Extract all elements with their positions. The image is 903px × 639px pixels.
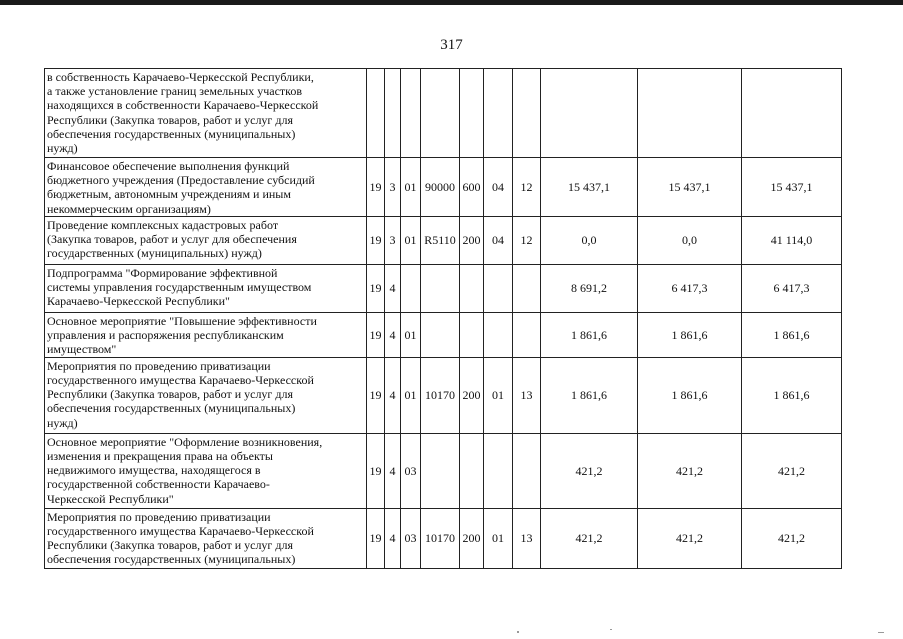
page-top-edge [0, 0, 903, 5]
code-cell: 4 [385, 357, 401, 433]
table-row [45, 216, 842, 264]
table-row [45, 508, 842, 568]
code-cell: 19 [367, 312, 385, 357]
code-cell: 4 [385, 312, 401, 357]
code-cell [421, 433, 460, 508]
row-description-cell: Мероприятия по проведению приватизации государственного имущества Карачаево-Черкесской Республики (Закупка товаров, работ и услуг для обеспечения государственных (муниципальных) [45, 508, 367, 568]
code-cell: 13 [513, 357, 541, 433]
amount-cell: 421,2 [742, 433, 842, 508]
amount-cell: 8 691,2 [541, 264, 638, 312]
scan-speck [878, 632, 884, 633]
row-description-cell: Основное мероприятие "Повышение эффективности управления и распоряжения республиканским имуществом" [45, 312, 367, 357]
code-cell: 200 [460, 357, 484, 433]
code-cell: R5110 [421, 216, 460, 264]
code-cell [460, 264, 484, 312]
amount-cell: 1 861,6 [742, 312, 842, 357]
code-cell [513, 312, 541, 357]
amount-cell: 15 437,1 [541, 158, 638, 217]
code-cell: 200 [460, 508, 484, 568]
amount-cell: 421,2 [638, 433, 742, 508]
code-cell: 01 [401, 312, 421, 357]
amount-cell: 1 861,6 [541, 312, 638, 357]
code-cell: 01 [401, 216, 421, 264]
page-number: 317 [440, 37, 463, 53]
row-description-cell: Мероприятия по проведению приватизации государственного имущества Карачаево-Черкесской Республики (Закупка товаров, работ и услуг для обеспечения государственных (муниципальных) нужд) [45, 357, 367, 433]
table-body [45, 69, 842, 569]
code-cell: 12 [513, 216, 541, 264]
code-cell: 200 [460, 216, 484, 264]
amount-cell: 6 417,3 [742, 264, 842, 312]
row-description-cell: Проведение комплексных кадастровых работ (Закупка товаров, работ и услуг для обеспечения государственных (муниципальных) нужд) [45, 216, 367, 264]
table-row [45, 357, 842, 433]
amount-cell: 1 861,6 [541, 357, 638, 433]
code-cell: 01 [484, 508, 513, 568]
code-cell: 3 [385, 216, 401, 264]
amount-cell [638, 69, 742, 158]
code-cell: 90000 [421, 158, 460, 217]
code-cell: 4 [385, 433, 401, 508]
code-cell: 10170 [421, 357, 460, 433]
code-cell: 19 [367, 508, 385, 568]
code-cell [513, 69, 541, 158]
code-cell: 19 [367, 158, 385, 217]
code-cell: 19 [367, 357, 385, 433]
table-row [45, 312, 842, 357]
code-cell [460, 433, 484, 508]
scan-speck [610, 629, 612, 630]
code-cell: 3 [385, 158, 401, 217]
amount-cell: 6 417,3 [638, 264, 742, 312]
budget-table [44, 68, 842, 569]
amount-cell: 421,2 [638, 508, 742, 568]
scan-speck [517, 631, 519, 633]
code-cell: 4 [385, 264, 401, 312]
row-description-cell: Подпрограмма "Формирование эффективной системы управления государственным имуществом Карачаево-Черкесской Республики" [45, 264, 367, 312]
code-cell [484, 264, 513, 312]
code-cell: 19 [367, 433, 385, 508]
row-description-cell: Финансовое обеспечение выполнения функций бюджетного учреждения (Предоставление субсидий бюджетным, автономным учреждениям и иным некоммерческим организациям) [45, 158, 367, 217]
amount-cell: 421,2 [541, 433, 638, 508]
amount-cell: 421,2 [742, 508, 842, 568]
code-cell: 12 [513, 158, 541, 217]
code-cell [385, 69, 401, 158]
table-row [45, 69, 842, 158]
code-cell [367, 69, 385, 158]
code-cell: 10170 [421, 508, 460, 568]
row-description-cell: в собственность Карачаево-Черкесской Республики, а также установление границ земельных участков находящихся в собственности Карачаево-Черкесской Республики (Закупка товаров, работ и услуг для обеспечения государственных (муниципальных) нужд) [45, 69, 367, 158]
code-cell: 19 [367, 264, 385, 312]
code-cell [460, 312, 484, 357]
code-cell: 03 [401, 508, 421, 568]
code-cell: 19 [367, 216, 385, 264]
amount-cell: 1 861,6 [638, 312, 742, 357]
amount-cell: 1 861,6 [742, 357, 842, 433]
code-cell: 01 [484, 357, 513, 433]
code-cell [484, 312, 513, 357]
code-cell [421, 312, 460, 357]
code-cell [484, 433, 513, 508]
code-cell [401, 69, 421, 158]
amount-cell: 15 437,1 [638, 158, 742, 217]
amount-cell [541, 69, 638, 158]
code-cell: 4 [385, 508, 401, 568]
code-cell: 04 [484, 158, 513, 217]
code-cell: 13 [513, 508, 541, 568]
amount-cell: 15 437,1 [742, 158, 842, 217]
row-description-cell: Основное мероприятие "Оформление возникновения, изменения и прекращения права на объекты недвижимого имущества, находящегося в государственной собственности Карачаево- Черкесской Республики" [45, 433, 367, 508]
code-cell [513, 433, 541, 508]
code-cell: 04 [484, 216, 513, 264]
code-cell [401, 264, 421, 312]
code-cell [484, 69, 513, 158]
code-cell [460, 69, 484, 158]
code-cell [421, 264, 460, 312]
amount-cell: 0,0 [541, 216, 638, 264]
code-cell: 01 [401, 357, 421, 433]
code-cell: 01 [401, 158, 421, 217]
amount-cell: 0,0 [638, 216, 742, 264]
table-row [45, 264, 842, 312]
table-row [45, 158, 842, 217]
amount-cell: 41 114,0 [742, 216, 842, 264]
code-cell: 600 [460, 158, 484, 217]
table-row [45, 433, 842, 508]
amount-cell: 1 861,6 [638, 357, 742, 433]
amount-cell: 421,2 [541, 508, 638, 568]
amount-cell [742, 69, 842, 158]
code-cell [421, 69, 460, 158]
code-cell: 03 [401, 433, 421, 508]
code-cell [513, 264, 541, 312]
